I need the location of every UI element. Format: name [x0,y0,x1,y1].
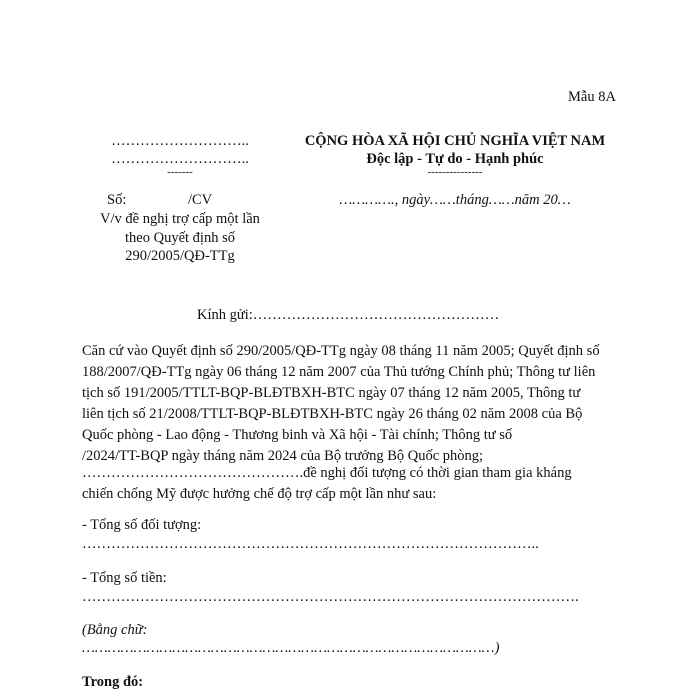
total-subjects-field: ………………………………………………………………………………….. [82,536,539,552]
so-suffix: /CV [187,192,213,208]
basis-line: 188/2007/QĐ-TTg ngày 06 tháng 12 năm 2007 của Thủ tướng Chính phủ; Thông tư liên [82,364,596,380]
request-paragraph [82,463,614,505]
subject-line-2: theo Quyết định số [125,230,235,246]
basis-line: tịch số 191/2005/TTLT-BQP-BLĐTBXH-BTC ngày 07 tháng 12 năm 2005, Thông tư [82,385,581,401]
recipient-line: Kính gửi:…………………………………………… [197,307,500,323]
basis-line: /2024/TT-BQP ngày tháng năm 2024 của Bộ trưởng Bộ Quốc phòng; [82,448,484,464]
national-motto: Độc lập - Tự do - Hạnh phúc [366,151,544,167]
basis-line: liên tịch số 21/2008/TTLT-BQP-BLĐTBXH-BTC ngày 26 tháng 02 năm 2008 của Bộ [82,406,583,422]
form-number-label: Mẫu 8A [568,89,616,105]
country-name: CỘNG HÒA XÃ HỘI CHỦ NGHĨA VIỆT NAM [304,133,606,149]
subject-line-1: V/v đề nghị trợ cấp một lần [100,211,260,227]
including-label: Trong đó: [82,674,144,690]
document-number [107,192,212,209]
in-words-field: ……………………………………………………………………………………) [82,640,500,656]
agency-dots-1: ……………………….. [111,133,249,149]
request-line: chiến chống Mỹ được hưởng chế độ trợ cấp một lần như sau: [82,486,437,502]
basis-line: Quốc phòng - Lao động - Thương binh và Xã hội - Tài chính; Thông tư số [82,427,513,443]
total-amount-label: - Tổng số tiền: [82,570,167,586]
left-header-underline: ------- [167,166,193,178]
total-amount-field: …………………………………………………………………………………………. [82,589,579,605]
agency-dots-2: ……………………….. [111,151,249,167]
legal-basis-paragraph [82,341,614,467]
request-line: ……………………………………….đề nghị đối tượng có thời gian tham gia kháng [82,465,572,481]
motto-underline: --------------- [427,166,483,178]
so-label: Số: [107,192,127,208]
in-words-label: (Bằng chữ: [82,622,148,638]
basis-line: Căn cứ vào Quyết định số 290/2005/QĐ-TTg ngày 08 tháng 11 năm 2005; Quyết định số [82,343,600,359]
date-line: …………., ngày……tháng……năm 20… [339,192,571,208]
total-subjects-label: - Tổng số đối tượng: [82,517,202,533]
subject-line-3: 290/2005/QĐ-TTg [125,248,235,264]
